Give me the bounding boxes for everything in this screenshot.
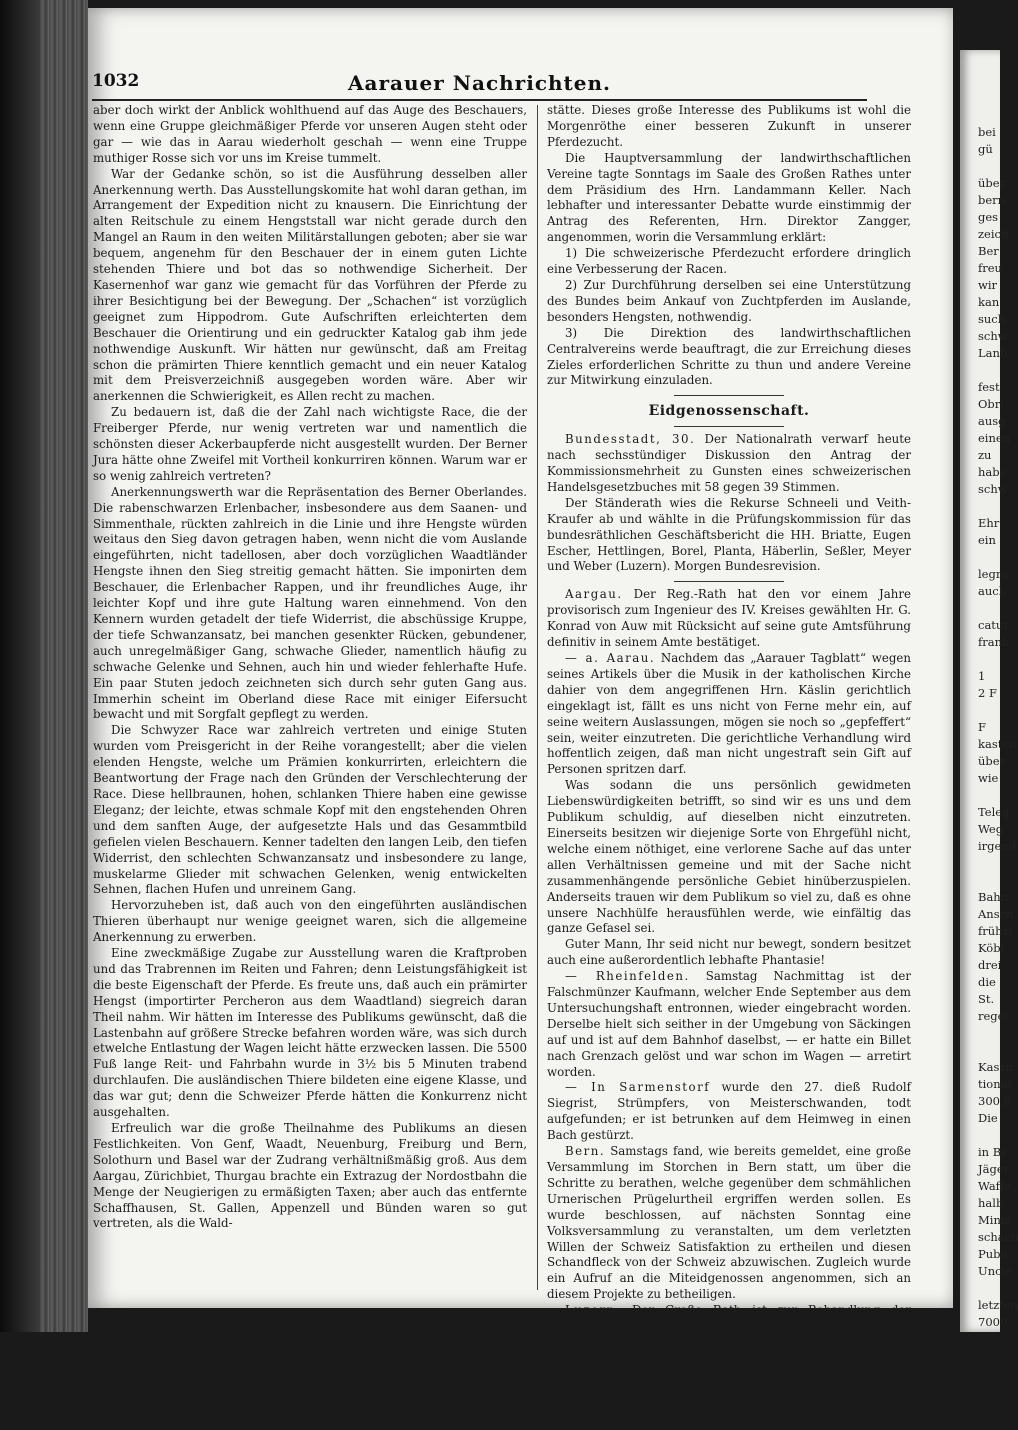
news-item (547, 778, 911, 937)
next-page-edge (960, 50, 1018, 1332)
next-page-fragment: auch (978, 584, 1007, 598)
next-page-fragment: catur (978, 618, 1009, 632)
article-paragraph (93, 723, 527, 898)
next-page-fragment: wir (978, 278, 998, 292)
right-column (547, 103, 912, 1429)
page-header (92, 71, 867, 101)
paragraph-text: Eine zweckmäßige Zugabe zur Ausstellung waren die Kraftproben und das Trabrennen im Reiten und Fahren; denn Leistungsfähigkeit ist die beste Eigenschaft der Pferde. Es freute uns, daß auch ein prämirter Hengst (importirter Percheron aus dem Waadtland) siegreich daran Theil nahm. Wir hätten im Interesse des Publikums gewünscht, daß die Lastenbahn auf größere Strecke befahren worden wäre, was sich durch etwelche Entlastung der Wagen leicht hätte erzwecken lassen. Die 5500 Fuß lange Reit- und Fahrbahn wurde in 3½ bis 5 Minuten trabend durchlaufen. Die ausländischen Thiere bildeten eine eigene Klasse, und das war gut; denn die Schweizer Pferde hätten die Konkurrenz nicht ausgehalten. (93, 946, 527, 1120)
news-item (547, 432, 911, 496)
article-paragraph (93, 405, 527, 485)
next-page-fragment: schach (978, 1230, 1018, 1244)
article-paragraph (547, 151, 911, 246)
next-page-fragment: Ber (978, 244, 999, 258)
next-page-fragment (960, 702, 1018, 719)
news-item (547, 1144, 911, 1303)
next-page-fragment: Ansch (978, 907, 1014, 921)
next-page-fragment: die (978, 975, 996, 989)
section-rule (674, 426, 784, 427)
next-page-fragment: wie (978, 771, 999, 785)
news-item (547, 1303, 911, 1351)
next-page-fragment (960, 362, 1018, 379)
masthead-title: Aarauer Nachrichten. (347, 71, 612, 95)
next-page-fragment (960, 855, 1018, 872)
next-page-fragment: Uncle (978, 1264, 1013, 1278)
next-page-fragment: bern (978, 193, 1006, 207)
paragraph-text: Die Hauptversammlung der landwirthschaftlichen Vereine tagte Sonntags im Saale des Großen Rathes unter dem Präsidium des Hrn. Landammann Keller. Nach lebhafter und interessanter Debatte wurde einstimmig der Antrag des Referenten, Hrn. Direktor Zangger, angenommen, worin die Versammlung erklärt: (547, 150, 911, 245)
next-page-fragment: einen (978, 431, 1011, 445)
next-page-fragment: 2 F (978, 686, 997, 700)
next-page-fragment: irgend (978, 839, 1017, 853)
next-page-fragment: kasten (978, 737, 1017, 751)
next-page-fragment: Teleg (978, 805, 1010, 819)
next-page-fragment (960, 498, 1018, 515)
next-page-fragment: kan (978, 295, 1000, 309)
paragraph-text: Die Schwyzer Race war zahlreich vertreten und einige Stuten wurden vom Preisgericht in der Reihe vorangestellt; aber die vielen elenden Hengste, welche um Prämien konkurrirten, erleichtern die Beantwortung der Frage nach den Gründen der Verschlechterung der Race. Diese hellbraunen, hohen, schlanken Thiere haben eine gewisse Eleganz; der leichte, etwas schmale Kopf mit den engstehenden Ohren und dem sanften Auge, der aufgesetzte Hals und das Gesammtbild gefielen vielen Beschauern. Kenner tadelten den langen Leib, den tiefen Widerrist, den schlechten Schwanzansatz und insbesondere zu lange, muskelarme Glieder mit schwachen Gelenken, wenig entwickelten Sehnen, flachen Hufen und unreinem Gang. (93, 723, 527, 897)
next-page-fragment: legra (978, 567, 1009, 581)
article-paragraph (547, 246, 911, 278)
next-page-fragment: such (978, 312, 1006, 326)
next-page-fragment: bei (978, 125, 996, 139)
article-paragraph (547, 326, 911, 390)
next-page-fragment: halb (978, 1196, 1004, 1210)
next-page-fragment: Köbl (978, 941, 1005, 955)
paragraph-text: Anerkennungswerth war die Repräsentation des Berner Oberlandes. Die rabenschwarzen Erlenbacher, insbesondere aus dem Saanen- und Simmenthale, rückten zahlreich in die Linie und ihre Hengste würden weitaus den Sieg davon getragen haben, wenn nicht die vom Auslande eingeführten, nicht tadellosen, aber doch vorzüglichen Waadtländer Hengste ihnen den Sieg streitig gemacht hätten. Sie imponirten dem Beschauer, die Erlenbacher Rappen, und ihr freundliches Auge, ihr leichter Kopf und ihre gute Haltung waren einnehmend. Von den Kennern wurden getadelt der tiefe Widerrist, die abschüssige Kruppe, der tiefe Schwanzansatz, bei manchen gesenkter Rücken, gebundener, auch unregelmäßiger Gang, schwache Glieder, namentlich häufig zu schwache Gelenke und Sehnen, auch hin und wieder fehlerhafte Hufe. Ein paar Stuten jedoch zeichneten sich durch sehr guten Gang aus. Immerhin scheint im Oberland diese Race mit einiger Eifersucht bewacht und mit Sorgfalt gepflegt zu werden. (93, 484, 527, 722)
next-page-fragment: fest (978, 380, 1000, 394)
paragraph-text: Der Nationalrath verwarf heute nach sechsstündiger Diskussion den Antrag der Kommissionsmehrheit zu Gunsten eines schweizerischen Handelsgesetzbuches mit 58 gegen 39 Stimmen. (547, 432, 911, 494)
next-page-fragment: ein (978, 533, 996, 547)
paragraph-text: Erfreulich war die große Theilnahme des Publikums an diesen Festlichkeiten. Von Genf, Waadt, Neuenburg, Freiburg und Bern, Solothurn und Basel war der Zudrang verhältnißmäßig groß. Aus dem Aargau, Zürichbiet, Thurgau brachte ein Extrazug der Nordostbahn die Menge der Neugierigen zu ermäßigten Taxen; aber auch das entfernte Schaffhausen, St. Gallen, Appenzell und Bünden waren so gut vertreten, als die Wald- (93, 1121, 527, 1231)
paragraph-text: wurde den 27. dieß Rudolf Siegrist, Strümpfers, von Meisterschwanden, todt aufgefunden; er ist betrunken auf dem Heimweg in einen Bach gestürzt. (547, 1080, 911, 1143)
paragraph-text: 3) Die Direktion des landwirthschaftlichen Centralvereins werde beauftragt, die zur Erreichung dieses Zieles erforderlichen Schritte zu thun und andere Vereine zur Mitwirkung einzuladen. (547, 325, 911, 388)
next-page-fragment: St. (978, 992, 995, 1006)
paragraph-text: 2) Zur Durchführung derselben sei eine Unterstützung des Bundes beim Ankauf von Zuchtpferden im Auslande, besonders Hengsten, nothwendig. (547, 277, 911, 324)
next-page-fragment: Minis (978, 1213, 1011, 1227)
article-paragraph (93, 485, 527, 724)
next-page-fragment (960, 1127, 1018, 1144)
next-page-fragment: regel (978, 1009, 1009, 1023)
dateline: Luzern. (565, 1303, 622, 1318)
article-paragraph (547, 103, 911, 151)
news-item (547, 1351, 911, 1430)
article-paragraph (93, 946, 527, 1121)
next-page-fragment: 300,0 (978, 1094, 1011, 1108)
dateline: — In Sarmenstorf (565, 1080, 711, 1095)
next-page-fragment (960, 1025, 1018, 1042)
dateline: Bern. (565, 1144, 606, 1159)
dateline: Aargau. (565, 587, 623, 602)
article-paragraph (93, 167, 527, 406)
next-page-fragment: Lanb (978, 346, 1008, 360)
section-rule (674, 581, 784, 582)
next-page-fragment: F (978, 720, 986, 734)
next-page-fragment: 1 (978, 669, 986, 683)
next-page-fragment (960, 549, 1018, 566)
next-page-fragment: schw (978, 329, 1008, 343)
next-page-fragment: ges (978, 210, 999, 224)
next-page-fragment (960, 600, 1018, 617)
news-item (547, 651, 911, 778)
next-page-fragment: frank (978, 635, 1009, 649)
left-column (93, 103, 527, 1291)
next-page-fragment: Waffe (978, 1179, 1011, 1193)
next-page-fragment: 7000 (978, 1315, 1008, 1329)
next-page-fragment: gü (978, 142, 993, 156)
dateline: Bundesstadt, 30. (565, 432, 696, 447)
paragraph-text: Was sodann die uns persönlich gewidmeten Liebenswürdigkeiten betrifft, so sind wir es uns und dem Publikum schuldig, auf dieselben nicht einzutreten. Einerseits besitzen wir diejenige Sorte von Ehrgefühl nicht, welche einem nöthiget, eine verlorene Sache auf das unter allen Verhältnissen gemeine und mit der Sache nicht zusammenhängende persönliche Gebiet hinüberzuspielen. Anderseits trauen wir dem Publikum so viel zu, daß es ohne unsere Nachhülfe herausfühlen werde, wie einfältig das ganze Gefasel sei. (547, 778, 911, 936)
next-page-fragment: frühst (978, 924, 1014, 938)
paragraph-text: Guter Mann, Ihr seid nicht nur bewegt, sondern besitzet auch eine außerordentlich lebhafte Phantasie! (547, 937, 911, 968)
page-number: 1032 (92, 71, 140, 91)
article-paragraph (93, 103, 527, 167)
next-page-fragment (960, 1280, 1018, 1297)
next-page-fragment: schw (978, 482, 1008, 496)
section-rule (674, 395, 784, 396)
news-item (547, 496, 911, 576)
paragraph-text: War der Gedanke schön, so ist die Ausführung desselben aller Anerkennung werth. Das Ausstellungskomite hat wohl daran gethan, im Arrangement der Expedition nicht zu knausern. Die Einrichtung der alten Reitschule zu einem Hengststall war nicht gerade durch den Mangel an Raum in den weiten Militärstallungen geboten; aber sie war bequem, angenehm für den Beschauer der in einem guten Lichte stehenden Thiere und bot das so nothwendige Sicherheit. Der Kasernenhof war ganz wie gemacht für das Vorführen der Pferde zu ihrer Besichtigung bei der Bewegung. Der „Schachen“ ist vorzüglich geeignet zum Hippodrom. Gute Aufschriften erleichterten dem Beschauer die Orientirung und ein gedruckter Katalog gab ihm jede nothwendige Auskunft. Wir hätten nur gewünscht, daß am Freitag schon die prämirten Thiere kenntlich gemacht und ein neuer Katalog mit dem Preisverzeichniß ausgegeben worden wäre. Aber wir anerkennen die Schwierigkeit, es Allen recht zu machen. (93, 166, 527, 404)
next-page-fragment (960, 158, 1018, 175)
next-page-fragment: über (978, 176, 1006, 190)
news-item (547, 969, 911, 1080)
next-page-fragment: Jäger (978, 1162, 1010, 1176)
page-edges (40, 0, 88, 1332)
paragraph-text: Samstag Nachmittag ist der Falschmünzer Kaufmann, welcher Ende September aus dem Untersuchungshaft entronnen, wieder eingebracht worden. Derselbe hielt sich seither in der Umgebung von Säckingen auf und ist auf dem Bahnhof daselbst, — er hatte ein Billet nach Grenzach gelöst und war schon im Wagen — arretirt worden. (547, 969, 911, 1079)
section-heading: Eidgenossenschaft. (648, 403, 810, 420)
paragraph-text: Der Ständerath wies die Rekurse Schneeli und Veith-Kraufer ab und wählte in die Prüfungskommission für das bundesräthlichen Geschäftsbericht die HH. Briatte, Eugen Escher, Hettlingen, Borel, Planta, Häberlin, Seßler, Meyer und Weber (Luzern). Morgen Bundesrevision. (547, 495, 911, 574)
paragraph-text: 1) Die schweizerische Pferdezucht erfordere dringlich eine Verbesserung der Racen. (547, 246, 911, 277)
dateline: — a. Aarau. (565, 651, 656, 665)
agriculture-report (547, 103, 911, 389)
next-page-fragment: Die (978, 1111, 998, 1125)
paragraph-text: aber doch wirkt der Anblick wohlthuend auf das Auge des Beschauers, wenn eine Gruppe gleichmäßiger Pferde vor unseren Augen steht oder gar — wie das in Aarau wiederholt geschah — wenn eine Truppe muthiger Rosse sich vor uns im Kreise tummelt. (93, 103, 527, 165)
paragraph-text: stätte. Dieses große Interesse des Publikums ist wohl die Morgenröthe einer besseren Zukunft in unserer Pferdezucht. (547, 103, 911, 149)
paragraph-text: Der Reg.-Rath hat den vor einem Jahre provisorisch zum Ingenieur des IV. Kreises gewählten Hr. G. Konrad von Auw mit Rücksicht auf seine gute Amtsführung definitiv in seinem Amte bestätiget. (547, 587, 911, 650)
next-page-text-fragments (960, 124, 1018, 1331)
paragraph-text: Hervorzuheben ist, daß auch von den eingeführten ausländischen Thieren überhaupt nur wenige geeignet waren, sich die allgemeine Anerkennung zu erwerben. (93, 898, 527, 945)
next-page-fragment: zeich (978, 227, 1009, 241)
paragraph-text: Der Große Rath ist zur Behandlung der Angelegenheit der Gotthardbahn-Unterstützung auf Dienstag den 7. November außerordentlich einberufen. (547, 1303, 911, 1349)
paragraph-text: Nachdem das „Aarauer Tagblatt“ wegen seines Artikels über die Musik in der katholischen Kirche dahier von dem angegriffenen Hrn. Käslin gerichtlich eingeklagt ist, fällt es uns nicht von Ferne mehr ein, auf seine weitern Auslassungen, mögen sie noch so „gepfeffert“ sein, weiter einzutreten. Die gerichtliche Verhandlung wird hoffentlich zeigen, daß man nicht ungestraft sein Gift auf Personen spritzen darf. (547, 651, 911, 777)
header-rule (92, 99, 867, 101)
next-page-fragment: zu (978, 448, 992, 462)
column-divider (537, 105, 538, 1290)
next-page-fragment: drei (978, 958, 1002, 972)
next-page-fragment (960, 787, 1018, 804)
next-page-fragment: Weg (978, 822, 1004, 836)
paragraph-text: Zu bedauern ist, daß die der Zahl nach wichtigste Race, die der Freiberger Pferde, nur wenig vertreten war und namentlich die schönsten dieser Ackerbaupferde nicht ausgestellt wurden. Der Berner Jura hätte ohne Zweifel mit Vortheil konkurriren können. Warum war er so wenig zahlreich vertreten? (93, 405, 527, 483)
next-page-fragment: freu (978, 261, 1002, 275)
next-page-fragment: Bahn (978, 890, 1009, 904)
article-paragraph (547, 278, 911, 326)
next-page-fragment: tional (978, 1077, 1012, 1091)
federal-news (547, 432, 911, 575)
paragraph-text: Samstags fand, wie bereits gemeldet, eine große Versammlung im Storchen in Bern statt, um über die Schritte zu berathen, welche gegenüber dem schmählichen Urnerischen Prügelurtheil ergriffen werden sollen. Es wurde beschlossen, auf nächsten Sonntag eine Volksversammlung zu veranstalten, um dem verletzten Willen der Schweiz Satisfaktion zu ertheilen und diesen Schandfleck von der Schweiz abzuwischen. Zugleich wurde ein Aufruf an die Miteidgenossen angenommen, sich an diesem Projekte zu betheiligen. (547, 1144, 912, 1302)
next-page-fragment: Kassir (978, 1060, 1015, 1074)
news-item (547, 937, 911, 969)
next-page-fragment (960, 1042, 1018, 1059)
article-paragraph (93, 898, 527, 946)
cantonal-news (547, 587, 911, 1430)
next-page-fragment: über (978, 754, 1006, 768)
next-page-fragment: Obri (978, 397, 1004, 411)
next-page-fragment: Publi (978, 1247, 1008, 1261)
next-page-fragment: habe, (978, 465, 1011, 479)
news-item (547, 1080, 911, 1144)
next-page-fragment (960, 651, 1018, 668)
dateline: — Rheinfelden. (565, 969, 690, 984)
next-page-fragment: Ehr (978, 516, 1000, 530)
news-item (547, 587, 911, 651)
paragraph-text: — Der Größere Stadtrath von Luzern, welcher vor 14 Tagen fast einstimmig sein Gutachten für Unterstützung der Gotthardbahn mit 500,000 Fr. abgegeben, hat nun beschlossen, den Antrag der Siebenzehn für Betheiligung mit 800,000 Fr. (547, 1350, 911, 1429)
article-paragraph (93, 1121, 527, 1232)
book-spine (0, 0, 40, 1332)
next-page-fragment: in Bi (978, 1145, 1005, 1159)
next-page-fragment: ausg (978, 414, 1006, 428)
next-page-fragment (960, 872, 1018, 889)
next-page-fragment: letzten (978, 1298, 1018, 1312)
